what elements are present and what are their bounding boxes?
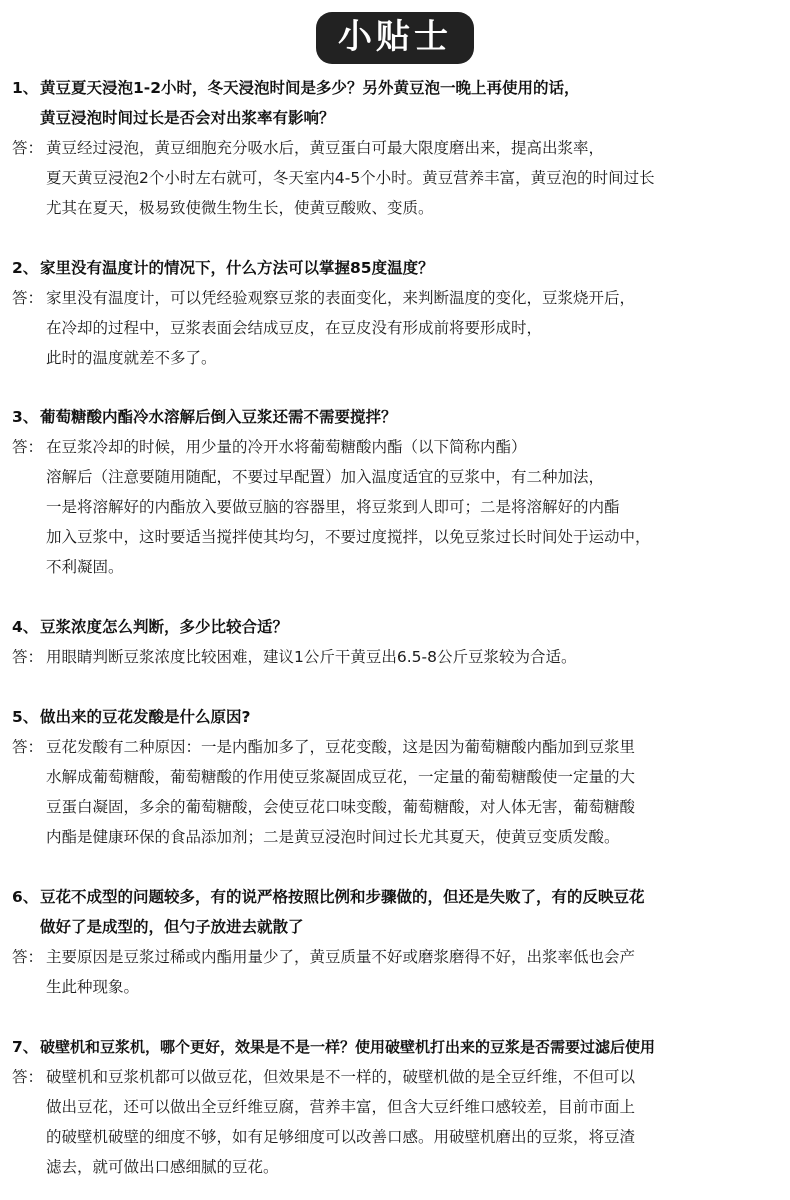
question-line	[0, 402, 790, 432]
answer-line	[0, 432, 790, 462]
answer-text: 在豆浆冷却的时候，用少量的冷开水将葡萄糖酸内酯（以下简称内酯）	[46, 438, 527, 456]
answer-label: 答：	[12, 139, 44, 157]
answer-line	[0, 1152, 790, 1182]
question-line	[0, 253, 790, 283]
qa-item-7	[0, 1032, 790, 1182]
answer-text: 豆蛋白凝固，多余的葡萄糖酸，会使豆花口味变酸，葡萄糖酸，对人体无害，葡萄糖酸	[46, 798, 636, 816]
question-text: 黄豆浸泡时间过长是否会对出浆率有影响？	[40, 109, 335, 127]
answer-label: 答：	[12, 738, 44, 756]
answer-line	[0, 133, 790, 163]
page-title: 小贴士	[316, 12, 474, 64]
answer-line	[0, 972, 790, 1002]
answer-text: 此时的温度就差不多了。	[46, 349, 217, 367]
question-text: 做出来的豆花发酸是什么原因?	[40, 708, 251, 726]
qa-item-2	[0, 253, 790, 373]
question-line	[0, 882, 790, 912]
answer-text: 黄豆经过浸泡，黄豆细胞充分吸水后，黄豆蛋白可最大限度磨出来，提高出浆率，	[46, 139, 605, 157]
answer-text: 在冷却的过程中，豆浆表面会结成豆皮，在豆皮没有形成前将要形成时，	[46, 319, 543, 337]
question-text: 家里没有温度计的情况下，什么方法可以掌握85度温度？	[40, 259, 434, 277]
answer-label: 答：	[12, 1068, 44, 1086]
answer-label: 答：	[12, 438, 44, 456]
question-text: 破壁机和豆浆机，哪个更好，效果是不是一样？使用破壁机打出来的豆浆是否需要过滤后使用	[40, 1038, 656, 1056]
answer-text: 尤其在夏天，极易致使微生物生长，使黄豆酸败、变质。	[46, 199, 434, 217]
answer-text: 豆花发酸有二种原因：一是内酯加多了，豆花变酸，这是因为葡萄糖酸内酯加到豆浆里	[46, 738, 636, 756]
answer-line	[0, 762, 790, 792]
question-number: 2、	[12, 259, 39, 277]
answer-text: 溶解后（注意要随用随配，不要过早配置）加入温度适宜的豆浆中，有二种加法，	[46, 468, 605, 486]
title-area	[0, 12, 790, 64]
question-text: 黄豆夏天浸泡1-2小时，冬天浸泡时间是多少？另外黄豆泡一晚上再使用的话，	[40, 79, 580, 97]
answer-text: 滤去，就可做出口感细腻的豆花。	[46, 1158, 279, 1176]
answer-label: 答：	[12, 289, 44, 307]
answer-text: 加入豆浆中，这时要适当搅拌使其均匀，不要过度搅拌，以免豆浆过长时间处于运动中，	[46, 528, 651, 546]
question-line	[0, 103, 790, 133]
question-line	[0, 1032, 790, 1062]
answer-text: 生此种现象。	[46, 978, 140, 996]
answer-line	[0, 193, 790, 223]
answer-line	[0, 522, 790, 552]
answer-label: 答：	[12, 648, 44, 666]
answer-line	[0, 642, 790, 672]
qa-item-6	[0, 882, 790, 1002]
question-line	[0, 702, 790, 732]
answer-line	[0, 492, 790, 522]
answer-line	[0, 1122, 790, 1152]
question-number: 7、	[12, 1038, 39, 1056]
answer-text: 家里没有温度计，可以凭经验观察豆浆的表面变化，来判断温度的变化，豆浆烧开后，	[46, 289, 636, 307]
question-number: 4、	[12, 618, 39, 636]
question-number: 3、	[12, 408, 39, 426]
question-line	[0, 612, 790, 642]
answer-line	[0, 822, 790, 852]
qa-item-4	[0, 612, 790, 672]
answer-text: 做出豆花，还可以做出全豆纤维豆腐，营养丰富，但含大豆纤维口感较差，目前市面上	[46, 1098, 636, 1116]
question-text: 葡萄糖酸内酯冷水溶解后倒入豆浆还需不需要搅拌？	[40, 408, 397, 426]
qa-item-3	[0, 402, 790, 582]
answer-line	[0, 552, 790, 582]
answer-text: 内酯是健康环保的食品添加剂；二是黄豆浸泡时间过长尤其夏天，使黄豆变质发酸。	[46, 828, 620, 846]
answer-line	[0, 462, 790, 492]
answer-line	[0, 942, 790, 972]
answer-text: 夏天黄豆浸泡2个小时左右就可，冬天室内4-5个小时。黄豆营养丰富，黄豆泡的时间过长	[46, 169, 655, 187]
question-text: 做好了是成型的，但勺子放进去就散了	[40, 918, 304, 936]
question-text: 豆浆浓度怎么判断，多少比较合适？	[40, 618, 289, 636]
answer-line	[0, 343, 790, 373]
answer-text: 一是将溶解好的内酯放入要做豆脑的容器里，将豆浆到人即可；二是将溶解好的内酯	[46, 498, 620, 516]
question-number: 6、	[12, 888, 39, 906]
answer-line	[0, 283, 790, 313]
answer-line	[0, 313, 790, 343]
question-number: 1、	[12, 79, 39, 97]
question-number: 5、	[12, 708, 39, 726]
qa-item-5	[0, 702, 790, 852]
answer-line	[0, 732, 790, 762]
answer-line	[0, 163, 790, 193]
question-line	[0, 912, 790, 942]
answer-text: 用眼睛判断豆浆浓度比较困难，建议1公斤干黄豆出6.5-8公斤豆浆较为合适。	[46, 648, 577, 666]
question-text: 豆花不成型的问题较多，有的说严格按照比例和步骤做的，但还是失败了，有的反映豆花	[40, 888, 645, 906]
qa-item-1	[0, 73, 790, 223]
answer-label: 答：	[12, 948, 44, 966]
answer-text: 破壁机和豆浆机都可以做豆花，但效果是不一样的，破壁机做的是全豆纤维，不但可以	[46, 1068, 636, 1086]
answer-text: 主要原因是豆浆过稀或内酯用量少了，黄豆质量不好或磨浆磨得不好，出浆率低也会产	[46, 948, 636, 966]
question-line	[0, 73, 790, 103]
answer-text: 水解成葡萄糖酸，葡萄糖酸的作用使豆浆凝固成豆花，一定量的葡萄糖酸使一定量的大	[46, 768, 636, 786]
answer-line	[0, 1092, 790, 1122]
answer-text: 不利凝固。	[46, 558, 124, 576]
answer-line	[0, 792, 790, 822]
answer-text: 的破壁机破壁的细度不够，如有足够细度可以改善口感。用破壁机磨出的豆浆，将豆渣	[46, 1128, 636, 1146]
answer-line	[0, 1062, 790, 1092]
